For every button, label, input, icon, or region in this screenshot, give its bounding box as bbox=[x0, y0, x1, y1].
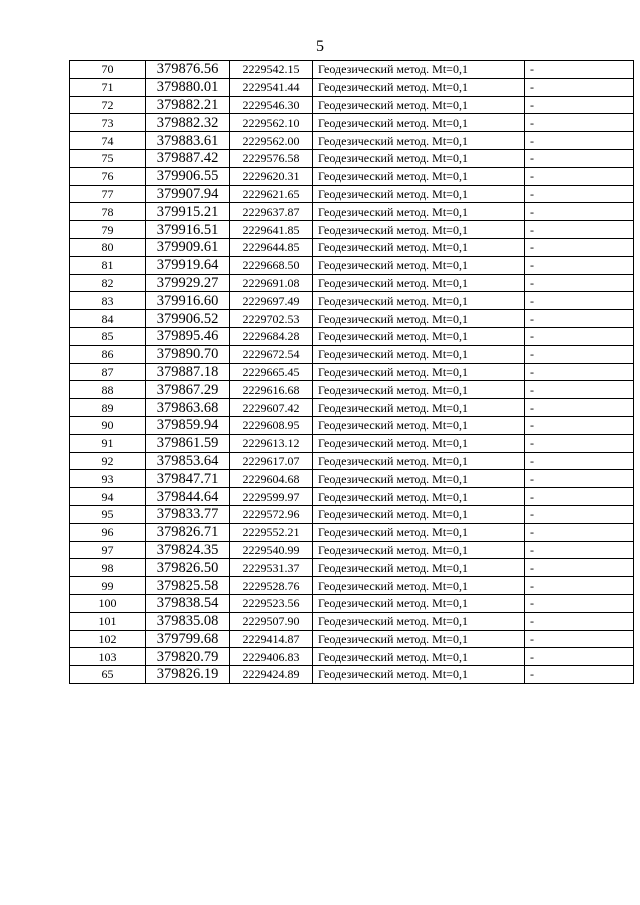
point-number-cell: 78 bbox=[70, 203, 146, 221]
y-coordinate-cell: 2229599.97 bbox=[230, 488, 313, 506]
table-row bbox=[70, 505, 634, 523]
table-row bbox=[70, 666, 634, 684]
note-cell: - bbox=[525, 203, 634, 221]
y-coordinate-cell: 2229541.44 bbox=[230, 78, 313, 96]
point-number-cell: 81 bbox=[70, 256, 146, 274]
point-number-cell: 94 bbox=[70, 488, 146, 506]
note-cell: - bbox=[525, 363, 634, 381]
y-coordinate-cell: 2229546.30 bbox=[230, 96, 313, 114]
point-number-cell: 95 bbox=[70, 505, 146, 523]
table-row bbox=[70, 399, 634, 417]
y-coordinate-cell: 2229552.21 bbox=[230, 523, 313, 541]
x-coordinate-cell: 379847.71 bbox=[146, 470, 230, 488]
table-row bbox=[70, 78, 634, 96]
table-row bbox=[70, 132, 634, 150]
note-cell: - bbox=[525, 612, 634, 630]
method-cell: Геодезический метод. Mt=0,1 bbox=[313, 452, 525, 470]
method-cell: Геодезический метод. Mt=0,1 bbox=[313, 541, 525, 559]
x-coordinate-cell: 379916.51 bbox=[146, 221, 230, 239]
note-cell: - bbox=[525, 505, 634, 523]
method-cell: Геодезический метод. Mt=0,1 bbox=[313, 345, 525, 363]
table-row bbox=[70, 648, 634, 666]
x-coordinate-cell: 379799.68 bbox=[146, 630, 230, 648]
y-coordinate-cell: 2229668.50 bbox=[230, 256, 313, 274]
method-cell: Геодезический метод. Mt=0,1 bbox=[313, 470, 525, 488]
y-coordinate-cell: 2229617.07 bbox=[230, 452, 313, 470]
table-row bbox=[70, 114, 634, 132]
note-cell: - bbox=[525, 399, 634, 417]
y-coordinate-cell: 2229424.89 bbox=[230, 666, 313, 684]
table-row bbox=[70, 488, 634, 506]
note-cell: - bbox=[525, 149, 634, 167]
note-cell: - bbox=[525, 381, 634, 399]
x-coordinate-cell: 379895.46 bbox=[146, 327, 230, 345]
note-cell: - bbox=[525, 452, 634, 470]
table-row bbox=[70, 452, 634, 470]
point-number-cell: 99 bbox=[70, 577, 146, 595]
x-coordinate-cell: 379880.01 bbox=[146, 78, 230, 96]
y-coordinate-cell: 2229684.28 bbox=[230, 327, 313, 345]
note-cell: - bbox=[525, 666, 634, 684]
point-number-cell: 73 bbox=[70, 114, 146, 132]
x-coordinate-cell: 379887.18 bbox=[146, 363, 230, 381]
note-cell: - bbox=[525, 523, 634, 541]
method-cell: Геодезический метод. Mt=0,1 bbox=[313, 434, 525, 452]
note-cell: - bbox=[525, 577, 634, 595]
table-row bbox=[70, 96, 634, 114]
note-cell: - bbox=[525, 274, 634, 292]
method-cell: Геодезический метод. Mt=0,1 bbox=[313, 221, 525, 239]
table-row bbox=[70, 292, 634, 310]
point-number-cell: 76 bbox=[70, 167, 146, 185]
method-cell: Геодезический метод. Mt=0,1 bbox=[313, 256, 525, 274]
y-coordinate-cell: 2229621.65 bbox=[230, 185, 313, 203]
method-cell: Геодезический метод. Mt=0,1 bbox=[313, 612, 525, 630]
y-coordinate-cell: 2229616.68 bbox=[230, 381, 313, 399]
point-number-cell: 96 bbox=[70, 523, 146, 541]
point-number-cell: 80 bbox=[70, 238, 146, 256]
point-number-cell: 100 bbox=[70, 594, 146, 612]
table-row bbox=[70, 310, 634, 328]
method-cell: Геодезический метод. Mt=0,1 bbox=[313, 505, 525, 523]
table-row bbox=[70, 612, 634, 630]
note-cell: - bbox=[525, 221, 634, 239]
note-cell: - bbox=[525, 132, 634, 150]
x-coordinate-cell: 379859.94 bbox=[146, 416, 230, 434]
note-cell: - bbox=[525, 114, 634, 132]
y-coordinate-cell: 2229613.12 bbox=[230, 434, 313, 452]
note-cell: - bbox=[525, 292, 634, 310]
point-number-cell: 87 bbox=[70, 363, 146, 381]
y-coordinate-cell: 2229665.45 bbox=[230, 363, 313, 381]
x-coordinate-cell: 379826.50 bbox=[146, 559, 230, 577]
x-coordinate-cell: 379883.61 bbox=[146, 132, 230, 150]
method-cell: Геодезический метод. Mt=0,1 bbox=[313, 630, 525, 648]
y-coordinate-cell: 2229523.56 bbox=[230, 594, 313, 612]
page-number: 5 bbox=[316, 38, 324, 55]
note-cell: - bbox=[525, 238, 634, 256]
method-cell: Геодезический метод. Mt=0,1 bbox=[313, 274, 525, 292]
x-coordinate-cell: 379929.27 bbox=[146, 274, 230, 292]
note-cell: - bbox=[525, 416, 634, 434]
method-cell: Геодезический метод. Mt=0,1 bbox=[313, 132, 525, 150]
y-coordinate-cell: 2229637.87 bbox=[230, 203, 313, 221]
y-coordinate-cell: 2229644.85 bbox=[230, 238, 313, 256]
point-number-cell: 71 bbox=[70, 78, 146, 96]
x-coordinate-cell: 379882.21 bbox=[146, 96, 230, 114]
x-coordinate-cell: 379907.94 bbox=[146, 185, 230, 203]
method-cell: Геодезический метод. Mt=0,1 bbox=[313, 416, 525, 434]
y-coordinate-cell: 2229576.58 bbox=[230, 149, 313, 167]
method-cell: Геодезический метод. Mt=0,1 bbox=[313, 327, 525, 345]
x-coordinate-cell: 379890.70 bbox=[146, 345, 230, 363]
point-number-cell: 89 bbox=[70, 399, 146, 417]
y-coordinate-cell: 2229691.08 bbox=[230, 274, 313, 292]
note-cell: - bbox=[525, 345, 634, 363]
table-row bbox=[70, 470, 634, 488]
method-cell: Геодезический метод. Mt=0,1 bbox=[313, 363, 525, 381]
y-coordinate-cell: 2229562.00 bbox=[230, 132, 313, 150]
x-coordinate-cell: 379826.71 bbox=[146, 523, 230, 541]
x-coordinate-cell: 379867.29 bbox=[146, 381, 230, 399]
point-number-cell: 84 bbox=[70, 310, 146, 328]
table-row bbox=[70, 523, 634, 541]
table-row bbox=[70, 256, 634, 274]
method-cell: Геодезический метод. Mt=0,1 bbox=[313, 78, 525, 96]
x-coordinate-cell: 379824.35 bbox=[146, 541, 230, 559]
y-coordinate-cell: 2229604.68 bbox=[230, 470, 313, 488]
point-number-cell: 91 bbox=[70, 434, 146, 452]
x-coordinate-cell: 379887.42 bbox=[146, 149, 230, 167]
table-row bbox=[70, 238, 634, 256]
x-coordinate-cell: 379906.55 bbox=[146, 167, 230, 185]
note-cell: - bbox=[525, 96, 634, 114]
method-cell: Геодезический метод. Mt=0,1 bbox=[313, 310, 525, 328]
y-coordinate-cell: 2229406.83 bbox=[230, 648, 313, 666]
note-cell: - bbox=[525, 488, 634, 506]
y-coordinate-cell: 2229414.87 bbox=[230, 630, 313, 648]
point-number-cell: 88 bbox=[70, 381, 146, 399]
method-cell: Геодезический метод. Mt=0,1 bbox=[313, 488, 525, 506]
method-cell: Геодезический метод. Mt=0,1 bbox=[313, 238, 525, 256]
x-coordinate-cell: 379833.77 bbox=[146, 505, 230, 523]
y-coordinate-cell: 2229620.31 bbox=[230, 167, 313, 185]
table-row bbox=[70, 327, 634, 345]
point-number-cell: 97 bbox=[70, 541, 146, 559]
note-cell: - bbox=[525, 310, 634, 328]
point-number-cell: 65 bbox=[70, 666, 146, 684]
method-cell: Геодезический метод. Mt=0,1 bbox=[313, 523, 525, 541]
table-row bbox=[70, 274, 634, 292]
x-coordinate-cell: 379820.79 bbox=[146, 648, 230, 666]
x-coordinate-cell: 379882.32 bbox=[146, 114, 230, 132]
y-coordinate-cell: 2229607.42 bbox=[230, 399, 313, 417]
x-coordinate-cell: 379853.64 bbox=[146, 452, 230, 470]
point-number-cell: 102 bbox=[70, 630, 146, 648]
y-coordinate-cell: 2229608.95 bbox=[230, 416, 313, 434]
note-cell: - bbox=[525, 630, 634, 648]
note-cell: - bbox=[525, 594, 634, 612]
method-cell: Геодезический метод. Mt=0,1 bbox=[313, 167, 525, 185]
method-cell: Геодезический метод. Mt=0,1 bbox=[313, 114, 525, 132]
table-row bbox=[70, 416, 634, 434]
method-cell: Геодезический метод. Mt=0,1 bbox=[313, 185, 525, 203]
note-cell: - bbox=[525, 327, 634, 345]
point-number-cell: 72 bbox=[70, 96, 146, 114]
y-coordinate-cell: 2229562.10 bbox=[230, 114, 313, 132]
x-coordinate-cell: 379863.68 bbox=[146, 399, 230, 417]
x-coordinate-cell: 379915.21 bbox=[146, 203, 230, 221]
x-coordinate-cell: 379835.08 bbox=[146, 612, 230, 630]
x-coordinate-cell: 379825.58 bbox=[146, 577, 230, 595]
method-cell: Геодезический метод. Mt=0,1 bbox=[313, 61, 525, 79]
method-cell: Геодезический метод. Mt=0,1 bbox=[313, 292, 525, 310]
table-row bbox=[70, 434, 634, 452]
point-number-cell: 93 bbox=[70, 470, 146, 488]
table-row bbox=[70, 559, 634, 577]
method-cell: Геодезический метод. Mt=0,1 bbox=[313, 594, 525, 612]
note-cell: - bbox=[525, 61, 634, 79]
method-cell: Геодезический метод. Mt=0,1 bbox=[313, 577, 525, 595]
point-number-cell: 86 bbox=[70, 345, 146, 363]
x-coordinate-cell: 379861.59 bbox=[146, 434, 230, 452]
coordinates-table-body bbox=[70, 61, 634, 684]
table-row bbox=[70, 630, 634, 648]
point-number-cell: 74 bbox=[70, 132, 146, 150]
y-coordinate-cell: 2229572.96 bbox=[230, 505, 313, 523]
table-row bbox=[70, 594, 634, 612]
note-cell: - bbox=[525, 256, 634, 274]
x-coordinate-cell: 379909.61 bbox=[146, 238, 230, 256]
table-row bbox=[70, 345, 634, 363]
x-coordinate-cell: 379906.52 bbox=[146, 310, 230, 328]
note-cell: - bbox=[525, 470, 634, 488]
y-coordinate-cell: 2229542.15 bbox=[230, 61, 313, 79]
table-row bbox=[70, 221, 634, 239]
method-cell: Геодезический метод. Mt=0,1 bbox=[313, 648, 525, 666]
y-coordinate-cell: 2229540.99 bbox=[230, 541, 313, 559]
point-number-cell: 90 bbox=[70, 416, 146, 434]
point-number-cell: 83 bbox=[70, 292, 146, 310]
point-number-cell: 75 bbox=[70, 149, 146, 167]
point-number-cell: 92 bbox=[70, 452, 146, 470]
y-coordinate-cell: 2229697.49 bbox=[230, 292, 313, 310]
point-number-cell: 103 bbox=[70, 648, 146, 666]
method-cell: Геодезический метод. Mt=0,1 bbox=[313, 149, 525, 167]
point-number-cell: 77 bbox=[70, 185, 146, 203]
method-cell: Геодезический метод. Mt=0,1 bbox=[313, 203, 525, 221]
point-number-cell: 82 bbox=[70, 274, 146, 292]
y-coordinate-cell: 2229531.37 bbox=[230, 559, 313, 577]
point-number-cell: 85 bbox=[70, 327, 146, 345]
note-cell: - bbox=[525, 78, 634, 96]
method-cell: Геодезический метод. Mt=0,1 bbox=[313, 559, 525, 577]
x-coordinate-cell: 379916.60 bbox=[146, 292, 230, 310]
x-coordinate-cell: 379876.56 bbox=[146, 61, 230, 79]
table-row bbox=[70, 577, 634, 595]
method-cell: Геодезический метод. Mt=0,1 bbox=[313, 96, 525, 114]
point-number-cell: 70 bbox=[70, 61, 146, 79]
note-cell: - bbox=[525, 185, 634, 203]
table-row bbox=[70, 363, 634, 381]
table-row bbox=[70, 149, 634, 167]
table-row bbox=[70, 167, 634, 185]
table-row bbox=[70, 185, 634, 203]
y-coordinate-cell: 2229528.76 bbox=[230, 577, 313, 595]
x-coordinate-cell: 379919.64 bbox=[146, 256, 230, 274]
method-cell: Геодезический метод. Mt=0,1 bbox=[313, 381, 525, 399]
x-coordinate-cell: 379844.64 bbox=[146, 488, 230, 506]
coordinates-table bbox=[69, 60, 634, 684]
point-number-cell: 98 bbox=[70, 559, 146, 577]
table-row bbox=[70, 61, 634, 79]
y-coordinate-cell: 2229672.54 bbox=[230, 345, 313, 363]
y-coordinate-cell: 2229702.53 bbox=[230, 310, 313, 328]
note-cell: - bbox=[525, 559, 634, 577]
note-cell: - bbox=[525, 541, 634, 559]
note-cell: - bbox=[525, 434, 634, 452]
note-cell: - bbox=[525, 648, 634, 666]
method-cell: Геодезический метод. Mt=0,1 bbox=[313, 399, 525, 417]
method-cell: Геодезический метод. Mt=0,1 bbox=[313, 666, 525, 684]
point-number-cell: 79 bbox=[70, 221, 146, 239]
table-row bbox=[70, 203, 634, 221]
table-row bbox=[70, 541, 634, 559]
table-row bbox=[70, 381, 634, 399]
point-number-cell: 101 bbox=[70, 612, 146, 630]
note-cell: - bbox=[525, 167, 634, 185]
x-coordinate-cell: 379826.19 bbox=[146, 666, 230, 684]
y-coordinate-cell: 2229507.90 bbox=[230, 612, 313, 630]
x-coordinate-cell: 379838.54 bbox=[146, 594, 230, 612]
y-coordinate-cell: 2229641.85 bbox=[230, 221, 313, 239]
